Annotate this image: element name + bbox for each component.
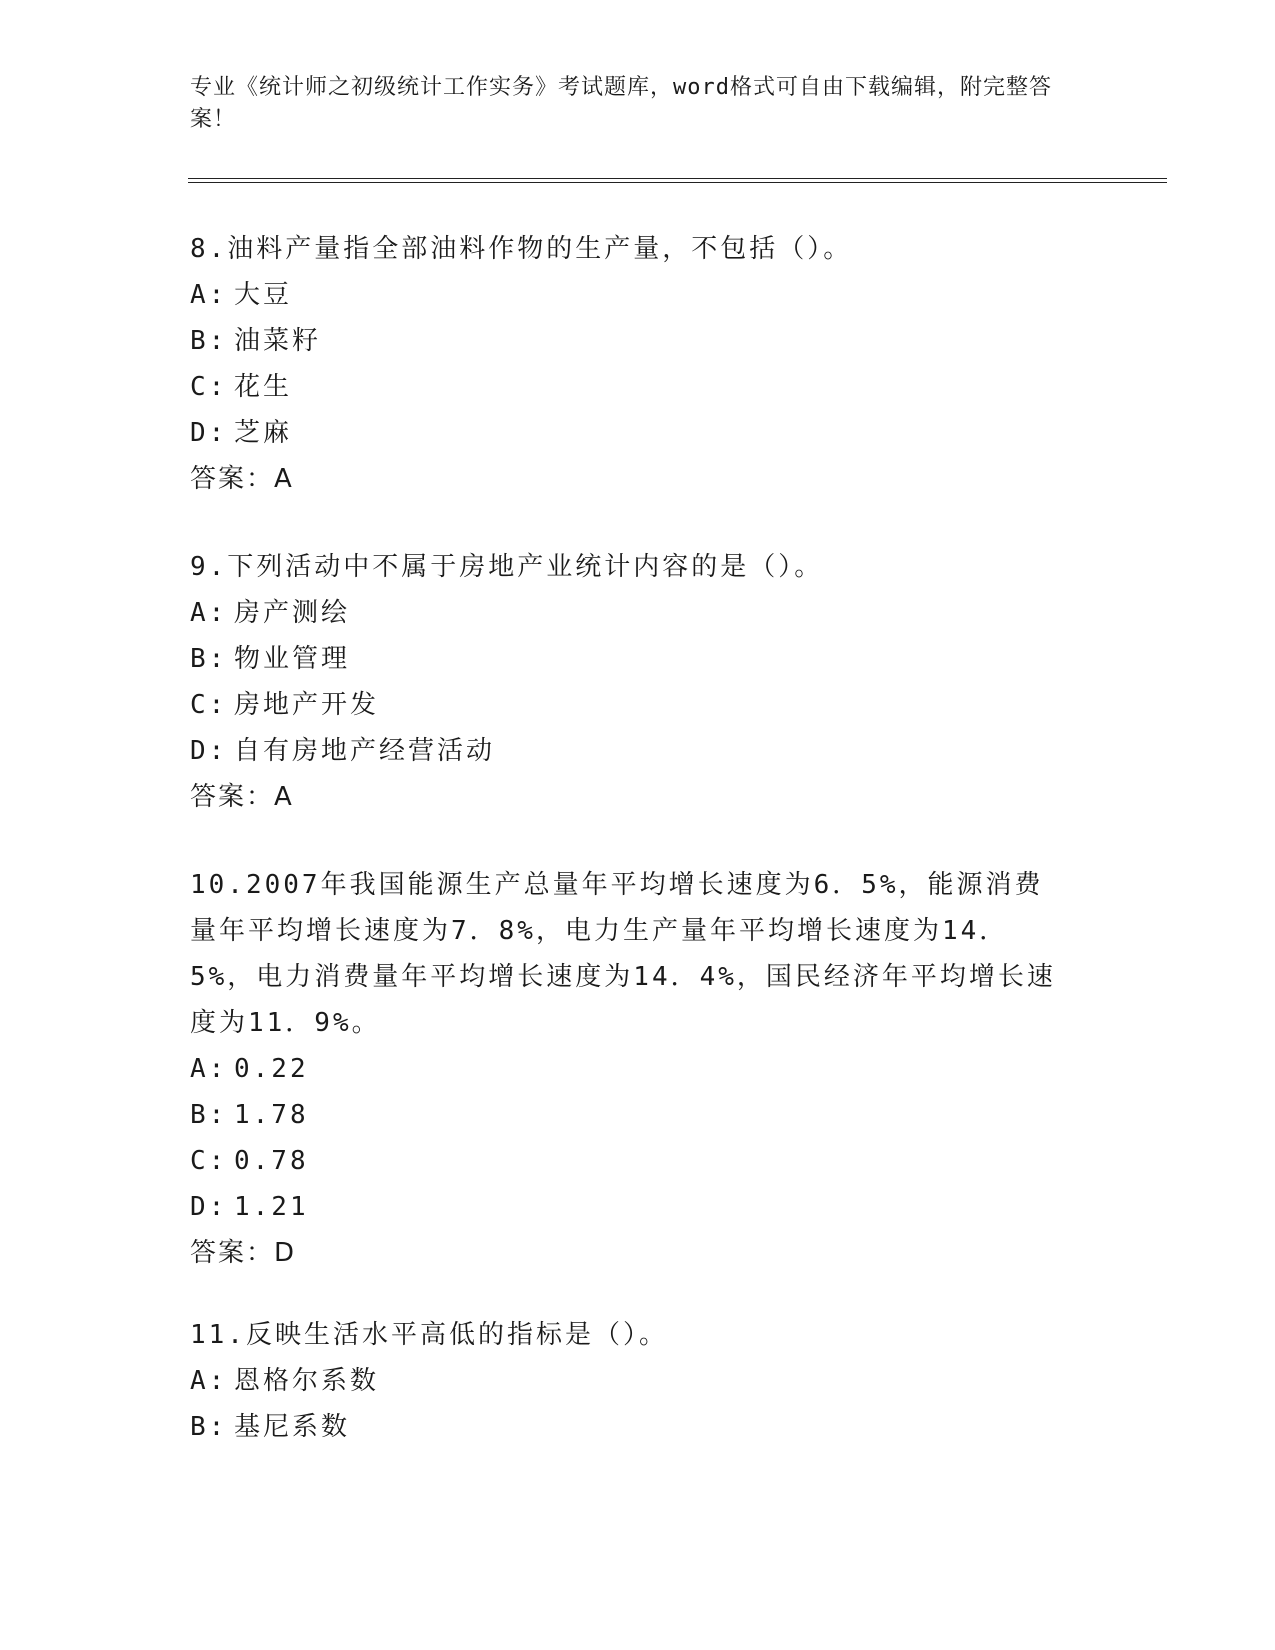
option-text: 自有房地产经营活动 — [234, 736, 496, 766]
option-letter: B: — [190, 326, 228, 356]
question-stem: 10.2007年我国能源生产总量年平均增长速度为6．5%，能源消费量年平均增长速度为7．8%，电力生产量年平均增长速度为14．5%，电力消费量年平均增长速度为14．4%，国民经济年平均增长速度为11．9%。 — [190, 870, 1056, 1038]
option-letter: B: — [190, 1100, 228, 1130]
option-letter: A: — [190, 598, 228, 628]
option-a — [190, 272, 1090, 318]
option-text: 油菜籽 — [234, 326, 322, 356]
option-text: 1.78 — [234, 1100, 309, 1130]
question-8 — [190, 226, 1090, 502]
option-d — [190, 1184, 1070, 1230]
header-divider — [188, 178, 1167, 183]
option-letter: A: — [190, 280, 228, 310]
option-c — [190, 364, 1090, 410]
option-letter: A: — [190, 1366, 228, 1396]
option-letter: C: — [190, 372, 228, 402]
option-c — [190, 682, 1090, 728]
option-a — [190, 590, 1090, 636]
option-letter: B: — [190, 644, 228, 674]
option-text: 基尼系数 — [234, 1412, 351, 1442]
answer-line: 答案：D — [190, 1238, 297, 1268]
option-letter: D: — [190, 418, 228, 448]
option-text: 芝麻 — [234, 418, 293, 448]
option-text: 0.22 — [234, 1054, 309, 1084]
question-11 — [190, 1312, 1090, 1450]
option-b — [190, 318, 1090, 364]
question-10 — [190, 862, 1070, 1276]
answer-line: 答案：A — [190, 782, 294, 812]
option-letter: B: — [190, 1412, 228, 1442]
option-text: 恩格尔系数 — [234, 1366, 380, 1396]
option-letter: C: — [190, 690, 228, 720]
option-d — [190, 728, 1090, 774]
option-text: 0.78 — [234, 1146, 309, 1176]
answer-line: 答案：A — [190, 464, 294, 494]
option-text: 物业管理 — [234, 644, 351, 674]
option-letter: C: — [190, 1146, 228, 1176]
option-b — [190, 1404, 1090, 1450]
option-b — [190, 636, 1090, 682]
option-letter: D: — [190, 1192, 228, 1222]
option-text: 1.21 — [234, 1192, 309, 1222]
option-text: 房地产开发 — [234, 690, 380, 720]
option-letter: A: — [190, 1054, 228, 1084]
option-c — [190, 1138, 1070, 1184]
option-text: 房产测绘 — [234, 598, 351, 628]
option-text: 花生 — [234, 372, 293, 402]
question-stem: 11.反映生活水平高低的指标是（）。 — [190, 1320, 668, 1350]
option-b — [190, 1092, 1070, 1138]
option-a — [190, 1046, 1070, 1092]
option-text: 大豆 — [234, 280, 293, 310]
option-d — [190, 410, 1090, 456]
question-stem: 9.下列活动中不属于房地产业统计内容的是（）。 — [190, 552, 824, 582]
question-9 — [190, 544, 1090, 820]
option-letter: D: — [190, 736, 228, 766]
question-stem: 8.油料产量指全部油料作物的生产量，不包括（）。 — [190, 234, 853, 264]
document-header: 专业《统计师之初级统计工作实务》考试题库，word格式可自由下载编辑，附完整答案！ — [190, 75, 1052, 132]
option-a — [190, 1358, 1090, 1404]
